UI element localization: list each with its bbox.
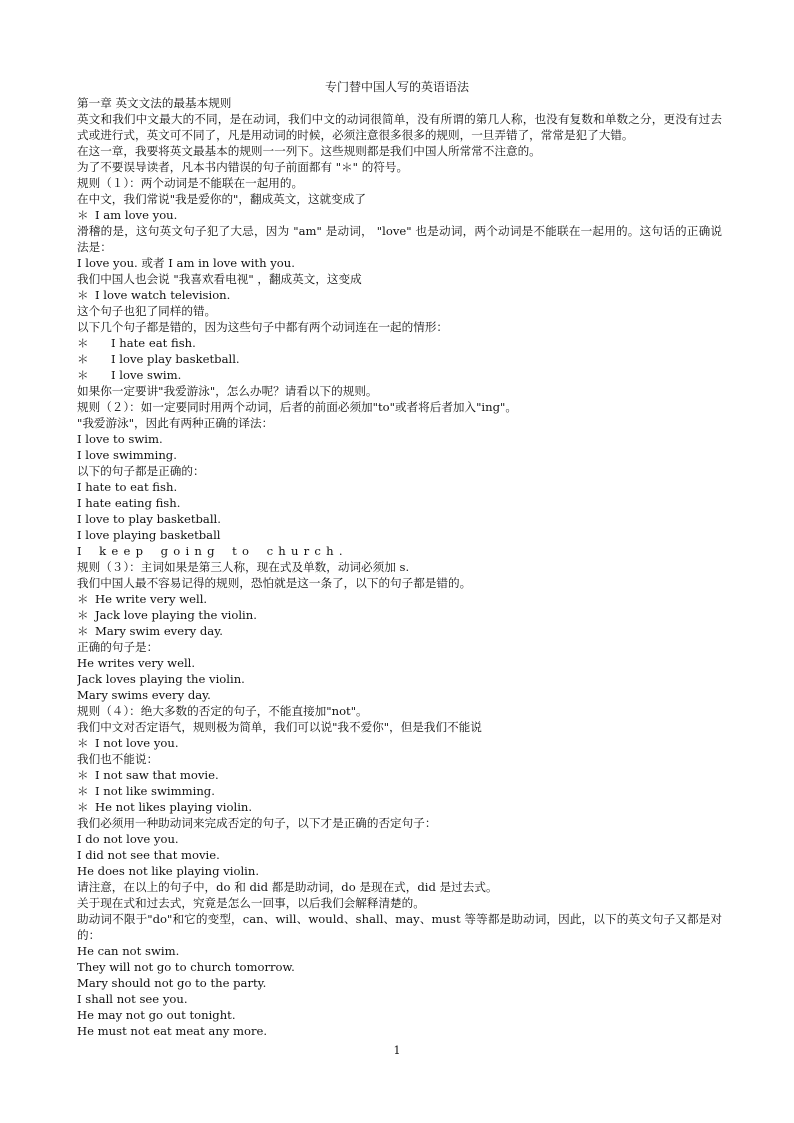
- example-text: He write very well.: [95, 592, 208, 606]
- error-marker: ＊: [77, 352, 89, 366]
- wrong-example: [77, 287, 722, 303]
- wrong-example: [77, 783, 722, 799]
- paragraph: 助动词不限于"do"和它的变型，can、will、would、shall、may、must 等等都是助动词，因此，以下的英文句子又都是对的：: [77, 912, 722, 942]
- rule-heading-2: 规则（２）：如一定要同时用两个动词，后者的前面必须加"to"或者将后者加入"ing"。: [77, 400, 517, 414]
- wrong-example: [77, 367, 722, 383]
- correct-example: I hate eating fish.: [77, 496, 181, 510]
- example-text: I love watch television.: [95, 288, 231, 302]
- paragraph: 为了不要误导读者，凡本书内错误的句子前面都有 "＊" 的符号。: [77, 160, 409, 174]
- example-text: Jack love playing the violin.: [95, 608, 257, 622]
- example-text: I not like swimming.: [95, 784, 215, 798]
- error-marker: ＊: [77, 608, 89, 622]
- wrong-example: [77, 799, 722, 815]
- wrong-example: [77, 607, 722, 623]
- example-text: I am love you.: [95, 208, 178, 222]
- example-text: I not love you.: [95, 736, 179, 750]
- paragraph: 我们中国人也会说 "我喜欢看电视" ，翻成英文，这变成: [77, 272, 362, 286]
- example-text: I hate eat fish.: [111, 336, 196, 350]
- correct-example: I hate to eat fish.: [77, 480, 178, 494]
- correct-example: I love you. 或者 I am in love with you.: [77, 256, 295, 270]
- wrong-example: [77, 623, 722, 639]
- correct-example: I shall not see you.: [77, 992, 188, 1006]
- example-text: I love play basketball.: [111, 352, 240, 366]
- correct-example: I keep going to church.: [77, 544, 348, 558]
- correct-example: He writes very well.: [77, 656, 196, 670]
- page-number: 1: [393, 1044, 401, 1057]
- correct-example: He does not like playing violin.: [77, 864, 260, 878]
- error-marker: ＊: [77, 592, 89, 606]
- paragraph: 我们也不能说：: [77, 752, 159, 766]
- correct-example: He must not eat meat any more.: [77, 1024, 268, 1038]
- rule-heading-1: 规则（１）：两个动词是不能联在一起用的。: [77, 176, 304, 190]
- error-marker: ＊: [77, 208, 89, 222]
- paragraph: 英文和我们中文最大的不同，是在动词，我们中文的动词很简单，没有所谓的第几人称，也没有复数和单数之分，更没有过去式或进行式，英文可不同了，凡是用动词的时候，必须注意很多很多的规则，一旦弄错了，常常是犯了大错。: [77, 112, 722, 142]
- error-marker: ＊: [77, 800, 89, 814]
- correct-example: I do not love you.: [77, 832, 179, 846]
- paragraph: 请注意，在以上的句子中，do 和 did 都是助动词，do 是现在式，did 是过去式。: [77, 880, 498, 894]
- error-marker: ＊: [77, 336, 89, 350]
- correct-example: I love to swim.: [77, 432, 163, 446]
- paragraph: 我们中文对否定语气，规则极为简单，我们可以说"我不爱你"，但是我们不能说: [77, 720, 482, 734]
- paragraph: 我们必须用一种助动词来完成否定的句子，以下才是正确的否定句子：: [77, 816, 437, 830]
- correct-example: I love swimming.: [77, 448, 177, 462]
- paragraph: 如果你一定要讲"我爱游泳"，怎么办呢？请看以下的规则。: [77, 384, 378, 398]
- paragraph: 我们中国人最不容易记得的规则，恐怕就是这一条了，以下的句子都是错的。: [77, 576, 472, 590]
- correct-example: Mary swims every day.: [77, 688, 211, 702]
- paragraph: 在这一章，我要将英文最基本的规则一一列下。这些规则都是我们中国人所常常不注意的。: [77, 144, 541, 158]
- correct-example: I love playing basketball: [77, 528, 221, 542]
- example-text: I not saw that movie.: [95, 768, 219, 782]
- error-marker: ＊: [77, 624, 89, 638]
- paragraph: 正确的句子是：: [77, 640, 159, 654]
- paragraph: 以下几个句子都是错的，因为这些句子中都有两个动词连在一起的情形：: [77, 320, 449, 334]
- correct-example: I did not see that movie.: [77, 848, 220, 862]
- correct-example: Jack loves playing the violin.: [77, 672, 245, 686]
- correct-example: Mary should not go to the party.: [77, 976, 267, 990]
- correct-example: I love to play basketball.: [77, 512, 221, 526]
- rule-heading-4: 规则（４）：绝大多数的否定的句子，不能直接加"not"。: [77, 704, 368, 718]
- example-text: He not likes playing violin.: [95, 800, 253, 814]
- document-title: 专门替中国人写的英语语法: [324, 80, 469, 94]
- wrong-example: [77, 767, 722, 783]
- wrong-example: [77, 351, 722, 367]
- wrong-example: [77, 207, 722, 223]
- rule-heading-3: 规则（３）：主词如果是第三人称，现在式及单数，动词必须加 s.: [77, 560, 410, 574]
- paragraph: 滑稽的是，这句英文句子犯了大忌，因为 "am" 是动词， "love" 也是动词，两个动词是不能联在一起用的。这句话的正确说法是：: [77, 224, 722, 254]
- error-marker: ＊: [77, 736, 89, 750]
- correct-example: He can not swim.: [77, 944, 180, 958]
- paragraph: 关于现在式和过去式，究竟是怎么一回事，以后我们会解释清楚的。: [77, 896, 425, 910]
- error-marker: ＊: [77, 368, 89, 382]
- error-marker: ＊: [77, 288, 89, 302]
- paragraph: "我爱游泳"，因此有两种正确的译法：: [77, 416, 274, 430]
- wrong-example: [77, 335, 722, 351]
- wrong-example: [77, 591, 722, 607]
- document-body: [77, 95, 722, 1039]
- wrong-example: [77, 735, 722, 751]
- paragraph: 在中文，我们常说"我是爱你的"，翻成英文，这就变成了: [77, 192, 366, 206]
- paragraph: 这个句子也犯了同样的错。: [77, 304, 217, 318]
- paragraph: 以下的句子都是正确的：: [77, 464, 205, 478]
- example-text: Mary swim every day.: [95, 624, 223, 638]
- correct-example: They will not go to church tomorrow.: [77, 960, 295, 974]
- chapter-heading: 第一章 英文文法的最基本规则: [77, 96, 232, 110]
- correct-example: He may not go out tonight.: [77, 1008, 236, 1022]
- error-marker: ＊: [77, 768, 89, 782]
- example-text: I love swim.: [111, 368, 182, 382]
- error-marker: ＊: [77, 784, 89, 798]
